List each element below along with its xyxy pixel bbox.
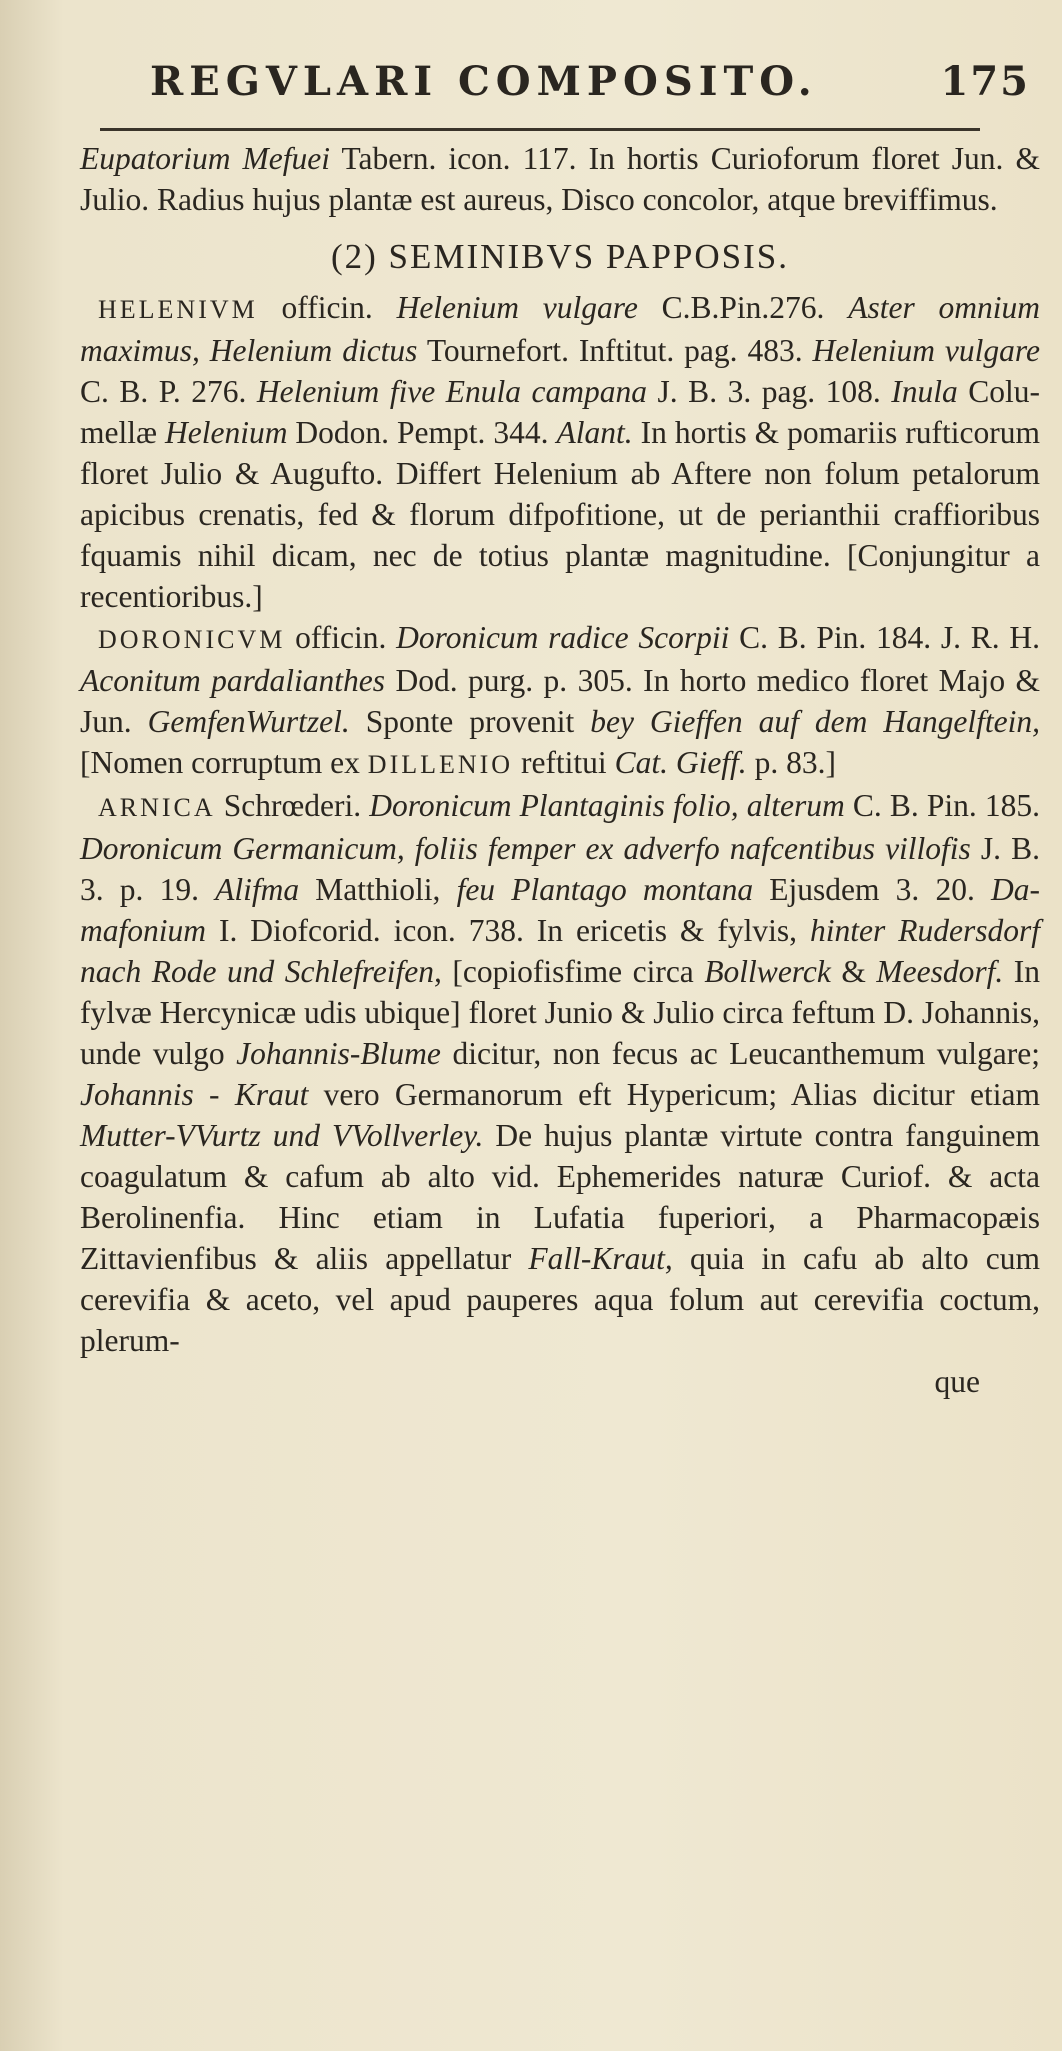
text-segment: HELENIVM (98, 295, 258, 324)
text-segment: Matthioli, (299, 872, 457, 907)
text-segment: [copiofisfime circa (441, 954, 705, 989)
text-segment: bey Gieffen auf dem Hangelftein, (590, 704, 1040, 739)
page-number: 175 (940, 58, 1030, 105)
text-segment: Aster omnium maximus, Helenium dictus (80, 290, 1040, 368)
header-rule (100, 128, 980, 131)
text-segment: Bollwerck (704, 954, 831, 989)
text-segment: & (830, 954, 877, 989)
text-segment: Damafonium (80, 872, 1041, 948)
text-segment: DILLENIO (367, 750, 514, 779)
text-segment: Alifma (215, 872, 300, 907)
text-segment: Helenium (164, 415, 288, 450)
text-segment: Tabern. icon. 117. In hortis Curioforum floret Jun. & Julio. Radius hujus plantæ est aureus, Disco concolor, atque breviffimus. (80, 141, 1040, 217)
text-segment: officin. (257, 290, 397, 325)
text-segment: Eupatorium Mefuei (80, 141, 331, 176)
page-header (150, 58, 1030, 105)
text-segment: Johannis-Blume (236, 1036, 441, 1071)
text-segment: Dodon. Pempt. 344. (287, 415, 557, 450)
page-body (80, 138, 1040, 1402)
text-segment: Doronicum radice Scorpii (396, 620, 730, 655)
text-segment: J. B. 3. pag. 108. (647, 374, 892, 409)
text-segment: officin. (285, 620, 397, 655)
text-segment: Helenium vulgare (812, 333, 1040, 368)
text-segment: Cat. Gieff. (614, 745, 747, 780)
text-segment: Alant. (556, 415, 633, 450)
text-segment: I. Diofcorid. icon. 738. In ericetis & fylvis, (206, 913, 811, 948)
catchword: que (934, 1364, 980, 1399)
text-segment: In hortis & pomariis rufticorum floret Julio & Augufto. Differt Helenium ab Aftere non folum petalorum apicibus crenatis, fed & florum difpofitione, ut de perianthii craffioribus fquamis nihil dicam, nec de totius plantæ magnitudine. [Conjungitur a recentioribus.] (80, 415, 1040, 614)
text-segment: Schrœderi. (215, 788, 370, 823)
text-segment: Doronicum Germanicum, foliis femper ex adverfo nafcentibus villofis (80, 831, 971, 866)
text-segment: Ejusdem 3. 20. (753, 872, 992, 907)
text-segment: Columellæ (80, 374, 1040, 450)
text-segment: Dod. purg. p. 305. In horto medico floret Majo & Jun. (80, 663, 1041, 739)
text-segment: dicitur, non fecus ac Leucanthemum vulgare; (440, 1036, 1041, 1071)
text-segment: Doronicum Plantaginis folio, alterum (369, 788, 845, 823)
text-segment: p. 83.] (746, 745, 836, 780)
text-segment: J. B. 3. p. 19. (80, 831, 1040, 907)
text-segment: C. B. P. 276. (80, 374, 257, 409)
entry-doronicum (80, 617, 1040, 785)
text-segment: DORONICVM (98, 625, 286, 654)
text-segment: feu Plantago montana (456, 872, 754, 907)
text-segment: quia in cafu ab alto cum cerevifia & aceto, vel apud pauperes aqua folum aut cerevifia coctum, plerum- (80, 1241, 1040, 1358)
text-segment: Fall-Kraut, (528, 1241, 673, 1276)
text-segment: ARNICA (98, 793, 216, 822)
text-segment: Helenium five Enula campana (256, 374, 648, 409)
text-segment: C.B.Pin.276. (637, 290, 849, 325)
text-segment: hinter Rudersdorf nach Rode und Schlefreifen, (80, 913, 1040, 989)
text-segment: Mutter-VVurtz und VVollverley. (80, 1118, 484, 1153)
section-heading (80, 236, 1040, 277)
running-head: REGVLARI COMPOSITO. (150, 58, 818, 105)
text-segment: (2) SEMINIBVS PAPPOSIS. (330, 237, 790, 276)
text-segment: C. B. Pin. 185. (844, 788, 1040, 823)
text-segment: Meesdorf. (876, 954, 1004, 989)
text-segment: Helenium vulgare (396, 290, 638, 325)
text-segment: Aconitum pardalianthes (80, 663, 386, 698)
text-segment: In fylvæ Hercynicæ udis ubique] floret Junio & Julio circa feftum D. Johannis, unde vulgo (80, 954, 1040, 1071)
text-segment: Johannis - Kraut (80, 1077, 309, 1112)
text-segment: De hujus plantæ virtute contra fanguinem coagulatum & cafum ab alto vid. Ephemerides naturæ Curiof. & acta Berolinenfia. Hinc etiam in Lufatia fuperiori, a Pharmacopæis Zittavienfibus & aliis appellatur (80, 1118, 1040, 1276)
text-segment: GemfenWurtzel. (147, 704, 350, 739)
text-segment: Sponte provenit (349, 704, 591, 739)
text-segment: Tournefort. Inftitut. pag. 483. (417, 333, 813, 368)
entry-eupatorium (80, 138, 1040, 220)
text-segment: C. B. Pin. 184. J. R. H. (729, 620, 1040, 655)
entry-helenium (80, 287, 1040, 617)
entry-arnica (80, 785, 1040, 1361)
text-segment: [Nomen corruptum ex (80, 745, 368, 780)
text-segment: vero Germanorum eft Hypericum; Alias dicitur etiam (308, 1077, 1040, 1112)
text-segment: Inula (891, 374, 958, 409)
text-segment: reftitui (513, 745, 615, 780)
